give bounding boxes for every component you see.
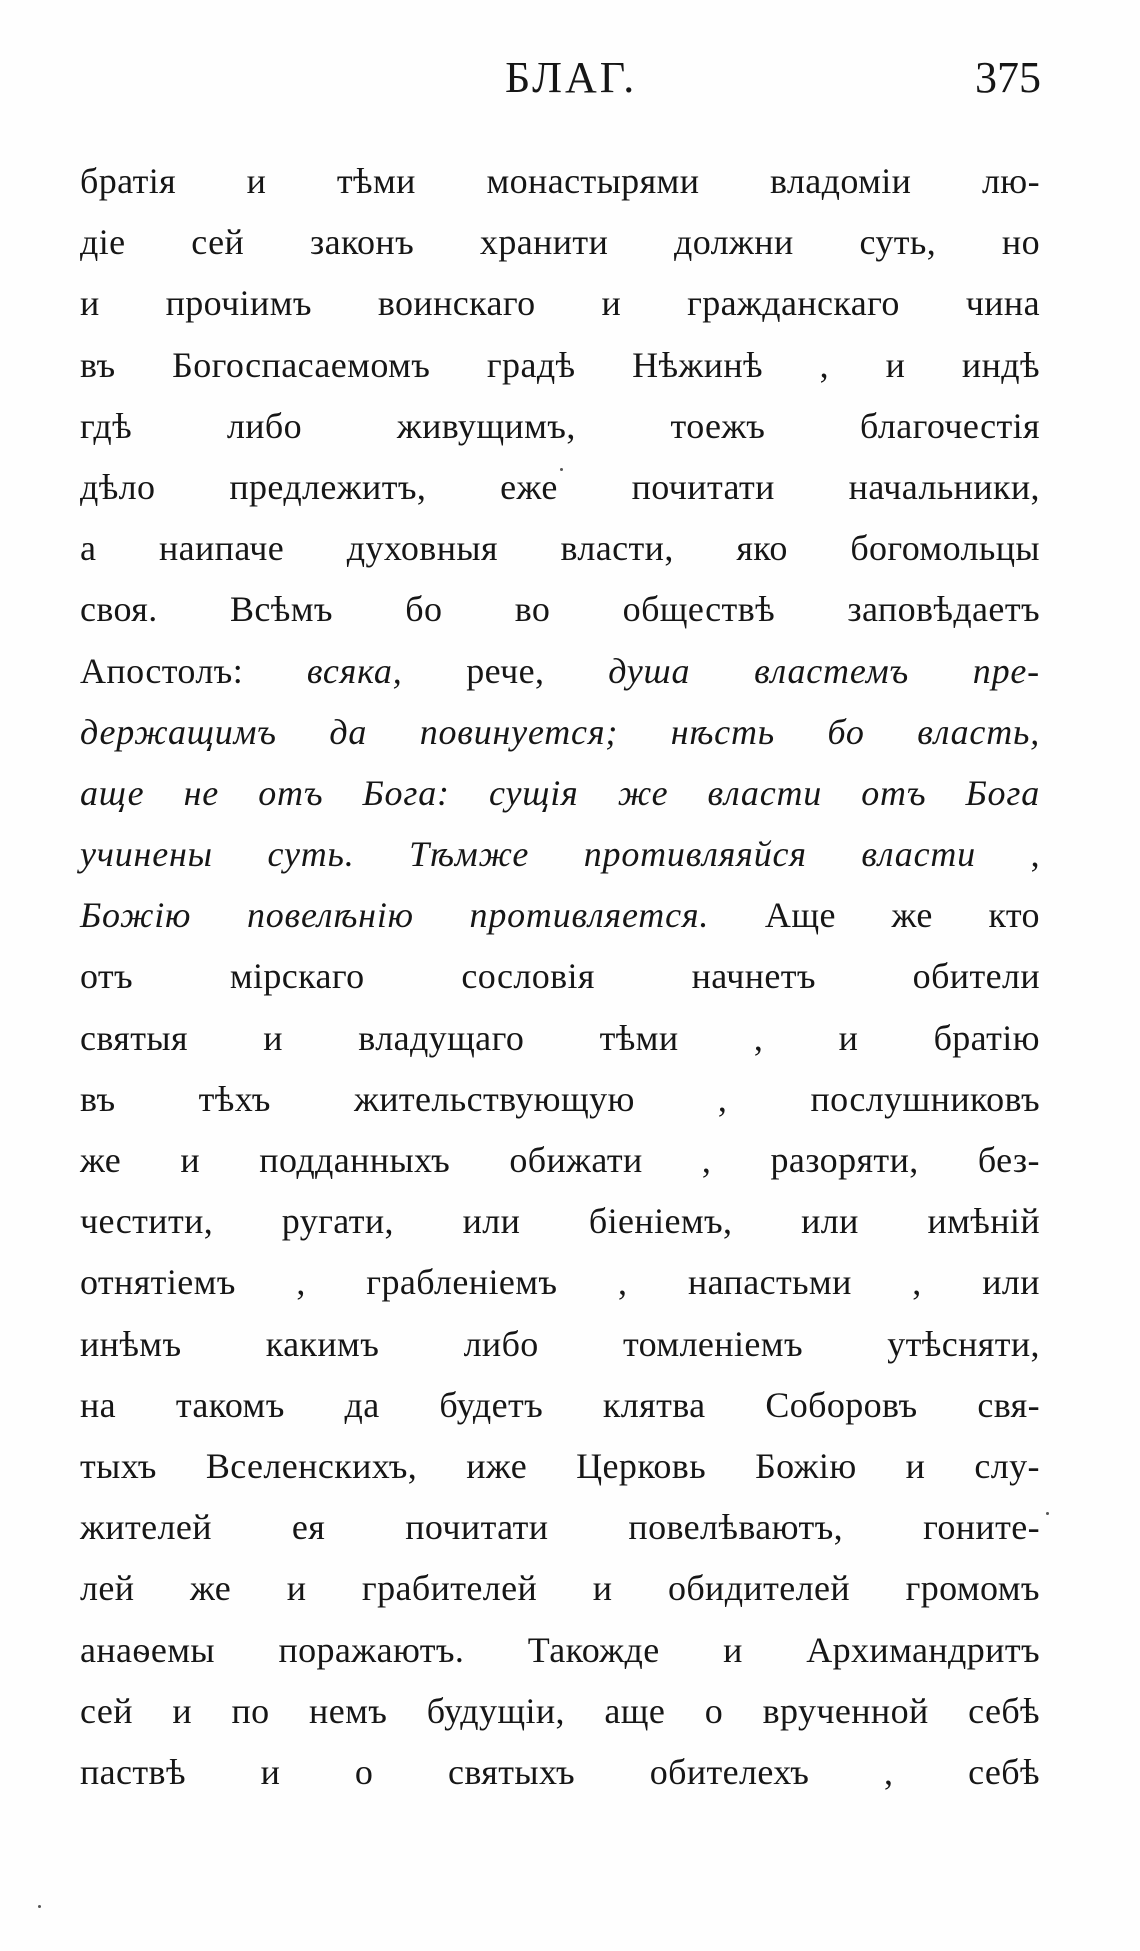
word: послушниковъ bbox=[810, 1078, 1040, 1119]
text-line bbox=[80, 1690, 1040, 1751]
word: какимъ bbox=[265, 1323, 380, 1364]
word: томленіемъ bbox=[623, 1323, 803, 1364]
word: не bbox=[183, 772, 220, 813]
word: утѣсняти, bbox=[887, 1323, 1040, 1364]
word: же bbox=[189, 1568, 232, 1609]
word: разоряти, bbox=[770, 1140, 919, 1180]
word: противляяйся bbox=[583, 834, 807, 875]
text-line bbox=[80, 833, 1040, 894]
text-line bbox=[80, 1078, 1040, 1139]
word: по bbox=[231, 1690, 270, 1731]
word: и bbox=[592, 1568, 613, 1609]
word: , bbox=[753, 1017, 764, 1058]
text-line bbox=[80, 588, 1040, 649]
text-line bbox=[80, 221, 1040, 282]
word: жителей bbox=[80, 1507, 212, 1548]
word: иже bbox=[466, 1445, 528, 1486]
word: всяка, bbox=[306, 650, 403, 691]
word: Всѣмъ bbox=[229, 589, 333, 630]
word: Апостолъ: bbox=[80, 650, 244, 691]
word: Божію bbox=[755, 1445, 857, 1486]
word: повинуется; bbox=[419, 711, 619, 752]
text-line bbox=[80, 344, 1040, 405]
word: жительствующую bbox=[353, 1078, 635, 1119]
word: начнетъ bbox=[691, 956, 816, 997]
running-head bbox=[80, 52, 1060, 112]
word: да bbox=[329, 711, 368, 752]
word: ея bbox=[291, 1507, 326, 1548]
word: отъ bbox=[861, 772, 927, 813]
running-title: БЛАГ. bbox=[505, 53, 638, 102]
word: анаѳемы bbox=[80, 1629, 215, 1670]
text-line bbox=[80, 650, 1040, 711]
text-line bbox=[80, 466, 1040, 527]
text-line bbox=[80, 1139, 1040, 1200]
text-line bbox=[80, 1017, 1040, 1078]
word: инѣмъ bbox=[80, 1323, 182, 1364]
word: а bbox=[80, 528, 97, 569]
word: клятва bbox=[602, 1384, 706, 1425]
word: монастырями bbox=[486, 161, 700, 201]
word: громомъ bbox=[905, 1568, 1040, 1609]
word: и bbox=[838, 1017, 859, 1058]
word: Тѣмже bbox=[409, 834, 530, 875]
word: Такожде bbox=[527, 1629, 660, 1670]
word: бо bbox=[405, 589, 443, 630]
word: сей bbox=[80, 1690, 133, 1731]
word: , bbox=[819, 344, 830, 385]
word: владущаго bbox=[358, 1017, 525, 1058]
word: обижати bbox=[509, 1140, 643, 1180]
word: и bbox=[905, 1445, 926, 1486]
word: діе bbox=[80, 222, 126, 263]
word: и bbox=[80, 283, 100, 324]
word: и bbox=[723, 1629, 743, 1670]
word: , bbox=[1030, 834, 1040, 875]
word: или bbox=[462, 1201, 521, 1242]
word: почитати bbox=[405, 1507, 549, 1548]
word: суть. bbox=[267, 834, 355, 875]
word: тыхъ bbox=[80, 1445, 157, 1486]
word: Бога bbox=[965, 772, 1040, 813]
text-line bbox=[80, 1384, 1040, 1445]
word: противляется. bbox=[469, 895, 710, 936]
word: во bbox=[514, 589, 551, 630]
text-line bbox=[80, 711, 1040, 772]
word: власти bbox=[861, 834, 976, 875]
word: , bbox=[296, 1262, 306, 1303]
word: себѣ bbox=[968, 1690, 1040, 1731]
text-line bbox=[80, 282, 1040, 343]
text-line bbox=[80, 894, 1040, 955]
word: такомъ bbox=[175, 1384, 285, 1425]
word: о bbox=[704, 1690, 724, 1731]
word: же bbox=[617, 772, 669, 813]
word: и bbox=[263, 1017, 283, 1058]
text-line bbox=[80, 1445, 1040, 1506]
word: воинскаго bbox=[377, 283, 536, 324]
text-line bbox=[80, 1200, 1040, 1261]
word: тѣми bbox=[599, 1017, 679, 1058]
word: живущимъ, bbox=[396, 405, 576, 446]
word: учинены bbox=[80, 834, 213, 875]
word: обидителей bbox=[667, 1568, 851, 1609]
word: мірскаго bbox=[229, 956, 365, 997]
word: сословія bbox=[461, 956, 595, 997]
word: пре- bbox=[972, 650, 1040, 691]
word: же bbox=[891, 895, 933, 936]
word: врученной bbox=[762, 1690, 929, 1731]
word: дѣло bbox=[80, 466, 156, 507]
word: гоните- bbox=[923, 1507, 1040, 1548]
word: отъ bbox=[80, 956, 134, 997]
word: подданныхъ bbox=[259, 1140, 451, 1180]
word: обществѣ bbox=[622, 589, 776, 630]
word: біеніемъ, bbox=[588, 1201, 733, 1242]
word: власти, bbox=[560, 528, 674, 569]
word: гдѣ bbox=[80, 405, 133, 446]
word: повелѣваютъ, bbox=[628, 1507, 844, 1548]
word: немъ bbox=[309, 1690, 388, 1731]
word: и bbox=[601, 283, 622, 324]
word: о bbox=[354, 1751, 374, 1792]
word: обителехъ bbox=[649, 1751, 810, 1792]
page-number: 375 bbox=[975, 53, 1041, 102]
word: чина bbox=[965, 283, 1040, 324]
word: Архимандритъ bbox=[806, 1629, 1040, 1670]
word: повелѣнію bbox=[246, 895, 414, 936]
text-line bbox=[80, 527, 1040, 588]
word: да bbox=[344, 1384, 380, 1425]
text-line bbox=[80, 1751, 1040, 1812]
word: суть, bbox=[859, 222, 937, 263]
text-line bbox=[80, 1261, 1040, 1322]
word: Соборовъ bbox=[765, 1384, 918, 1425]
word: будущіи, bbox=[426, 1690, 565, 1731]
print-speck bbox=[1046, 1512, 1049, 1515]
word: ругати, bbox=[281, 1201, 394, 1242]
text-line bbox=[80, 405, 1040, 466]
print-speck bbox=[38, 1905, 41, 1908]
word: своя. bbox=[80, 589, 158, 630]
word: братія bbox=[80, 161, 177, 201]
word: паствѣ bbox=[80, 1751, 186, 1792]
word: , bbox=[701, 1140, 712, 1180]
word: власть, bbox=[917, 711, 1040, 752]
word: гражданскаго bbox=[687, 283, 900, 324]
word: бо bbox=[827, 711, 865, 752]
word: лей bbox=[80, 1568, 135, 1609]
word: будетъ bbox=[439, 1384, 544, 1425]
word: заповѣдаетъ bbox=[847, 589, 1040, 630]
word: нѣсть bbox=[670, 711, 775, 752]
word: Аще bbox=[764, 895, 836, 936]
word: и bbox=[246, 161, 267, 201]
word: же bbox=[80, 1140, 122, 1180]
word: слу- bbox=[974, 1445, 1040, 1486]
word: грабителей bbox=[361, 1568, 538, 1609]
word: должни bbox=[674, 222, 794, 263]
word: Нѣжинѣ bbox=[632, 344, 764, 385]
word: себѣ bbox=[968, 1751, 1040, 1792]
word: предлежитъ, bbox=[229, 466, 427, 507]
word: Божію bbox=[80, 895, 192, 936]
word: или bbox=[801, 1201, 859, 1242]
word: и bbox=[260, 1751, 281, 1792]
word: яко bbox=[736, 528, 788, 569]
text-line bbox=[80, 772, 1040, 833]
word: отнятіемъ bbox=[80, 1262, 236, 1303]
word: хранити bbox=[479, 222, 609, 263]
word: , bbox=[717, 1078, 728, 1119]
word: власти bbox=[707, 772, 823, 813]
word: держащимъ bbox=[80, 711, 277, 752]
word: Вселенскихъ, bbox=[205, 1445, 418, 1486]
word: рече, bbox=[466, 650, 545, 691]
word: духовныя bbox=[346, 528, 498, 569]
text-line bbox=[80, 1506, 1040, 1567]
text-line bbox=[80, 1323, 1040, 1384]
word: еже bbox=[500, 466, 558, 507]
word: наипаче bbox=[158, 528, 285, 569]
word: Бога: bbox=[362, 772, 450, 813]
word: аще bbox=[80, 772, 145, 813]
word: почитати bbox=[631, 466, 775, 507]
word: либо bbox=[463, 1323, 539, 1364]
word: или bbox=[982, 1262, 1040, 1303]
word: но bbox=[1001, 222, 1040, 263]
word: властемъ bbox=[754, 650, 909, 691]
word: грабленіемъ bbox=[366, 1262, 558, 1303]
word: на bbox=[80, 1384, 117, 1425]
word: свя- bbox=[977, 1384, 1040, 1425]
word: без- bbox=[977, 1140, 1040, 1180]
word: начальники, bbox=[848, 466, 1040, 507]
word: и bbox=[180, 1140, 201, 1180]
word: святыхъ bbox=[448, 1751, 576, 1792]
word: владоміи bbox=[769, 161, 912, 201]
word: тѣхъ bbox=[198, 1078, 271, 1119]
word: прочіимъ bbox=[165, 283, 312, 324]
word: въ bbox=[80, 344, 116, 385]
word: обители bbox=[912, 956, 1040, 997]
text-line bbox=[80, 1629, 1040, 1690]
word: сущія bbox=[488, 772, 579, 813]
word: честити, bbox=[80, 1201, 214, 1242]
word: тоежъ bbox=[670, 405, 766, 446]
word: сей bbox=[191, 222, 245, 263]
word: Церковь bbox=[576, 1445, 707, 1486]
word: , bbox=[618, 1262, 628, 1303]
word: поражаютъ. bbox=[278, 1629, 465, 1670]
word: Богоспасаемомъ bbox=[172, 344, 431, 385]
word: законъ bbox=[309, 222, 415, 263]
word: индѣ bbox=[961, 344, 1040, 385]
word: , bbox=[912, 1262, 922, 1303]
word: кто bbox=[988, 895, 1040, 936]
word: , bbox=[883, 1751, 894, 1792]
word: имѣній bbox=[927, 1201, 1040, 1242]
word: напастьми bbox=[687, 1262, 852, 1303]
word: въ bbox=[80, 1078, 116, 1119]
word: и bbox=[286, 1568, 307, 1609]
word: и bbox=[172, 1690, 193, 1731]
word: либо bbox=[226, 405, 303, 446]
word: благочестія bbox=[860, 405, 1040, 446]
word: градѣ bbox=[486, 344, 576, 385]
word: аще bbox=[604, 1690, 666, 1731]
text-line bbox=[80, 160, 1040, 221]
word: святыя bbox=[80, 1017, 188, 1058]
body-text bbox=[80, 160, 1040, 1812]
word: богомольцы bbox=[850, 528, 1040, 569]
text-line bbox=[80, 1567, 1040, 1628]
word: отъ bbox=[258, 772, 324, 813]
word: братію bbox=[933, 1017, 1040, 1058]
print-speck bbox=[560, 468, 563, 471]
text-line bbox=[80, 955, 1040, 1016]
word: лю- bbox=[981, 161, 1040, 201]
word: тѣми bbox=[336, 161, 416, 201]
word: душа bbox=[608, 650, 691, 691]
word: и bbox=[885, 344, 906, 385]
